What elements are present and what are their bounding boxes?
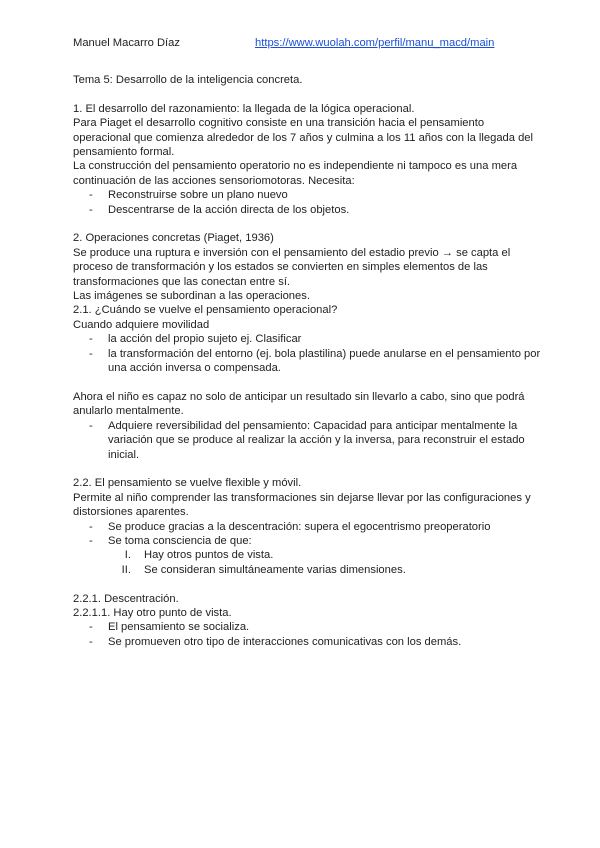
section-2-2-heading: 2.2. El pensamiento se vuelve flexible y móvil. (73, 477, 302, 490)
list-item: - Descentrarse de la acción directa de los objetos. (89, 203, 350, 216)
section-2-2-1-1-heading: 2.2.1.1. Hay otro punto de vista. (73, 606, 232, 619)
list-item: - Adquiere reversibilidad del pensamiento: Capacidad para anticipar mentalmente la variación que se produce al realizar la acción y la inversa, para reconstruir el estado inicial. (89, 419, 525, 461)
section-2-heading: 2. Operaciones concretas (Piaget, 1936) (73, 232, 274, 245)
bullet-list (73, 188, 543, 217)
bullet-list (73, 419, 543, 462)
roman-list (73, 548, 543, 577)
bullet-list (73, 620, 543, 649)
list-item: - la transformación del entorno (ej. bola plastilina) puede anularse en el pensamiento por una acción inversa o compensada. (89, 347, 541, 375)
list-item: - Se promueven otro tipo de interacciones comunicativas con los demás. (89, 635, 462, 648)
paragraph: Permite al niño comprender las transformaciones sin dejarse llevar por las configuraciones y distorsiones aparentes. (73, 491, 531, 519)
document-body (73, 73, 543, 649)
document-title: Tema 5: Desarrollo de la inteligencia concreta. (73, 74, 303, 86)
section-2-2-1-heading: 2.2.1. Descentración. (73, 592, 179, 605)
paragraph: Cuando adquiere movilidad (73, 318, 210, 331)
section-2-1-heading: 2.1. ¿Cuándo se vuelve el pensamiento operacional? (73, 304, 338, 317)
list-item: - Se toma consciencia de que: (89, 534, 252, 547)
author-name: Manuel Macarro Díaz (73, 37, 180, 49)
paragraph: Ahora el niño es capaz no solo de anticipar un resultado sin llevarlo a cabo, sino que podrá anularlo mentalmente. (73, 390, 525, 418)
list-item: I. Hay otros puntos de vista. (124, 549, 274, 562)
paragraph: Para Piaget el desarrollo cognitivo consiste en una transición hacia el pensamiento operacional que comienza alrededor de los 7 años y culmina a los 11 años con la llegada del pensamiento formal. (73, 117, 534, 159)
list-item: - Se produce gracias a la descentración: supera el egocentrismo preoperatorio (89, 520, 491, 533)
list-item: - El pensamiento se socializa. (89, 621, 250, 634)
paragraph: Se produce una ruptura e inversión con el pensamiento del estadio previo → se capta el proceso de transformación y los estados se convierten en simples elementos de las transformaciones que las conectan entre sí. (73, 246, 511, 288)
profile-link[interactable]: https://www.wuolah.com/perfil/manu_macd/main (255, 37, 495, 49)
list-item: - Reconstruirse sobre un plano nuevo (89, 189, 288, 202)
bullet-list (73, 520, 543, 549)
section-1-heading: 1. El desarrollo del razonamiento: la llegada de la lógica operacional. (73, 102, 415, 115)
bullet-list (73, 332, 543, 375)
list-item: - la acción del propio sujeto ej. Clasificar (89, 333, 302, 346)
list-item: II. Se consideran simultáneamente varias dimensiones. (121, 563, 406, 576)
page-header (73, 37, 560, 51)
paragraph: La construcción del pensamiento operatorio no es independiente ni tampoco es una mera continuación de las acciones sensoriomotoras. Necesita: (73, 160, 518, 187)
paragraph: Las imágenes se subordinan a las operaciones. (73, 290, 310, 303)
